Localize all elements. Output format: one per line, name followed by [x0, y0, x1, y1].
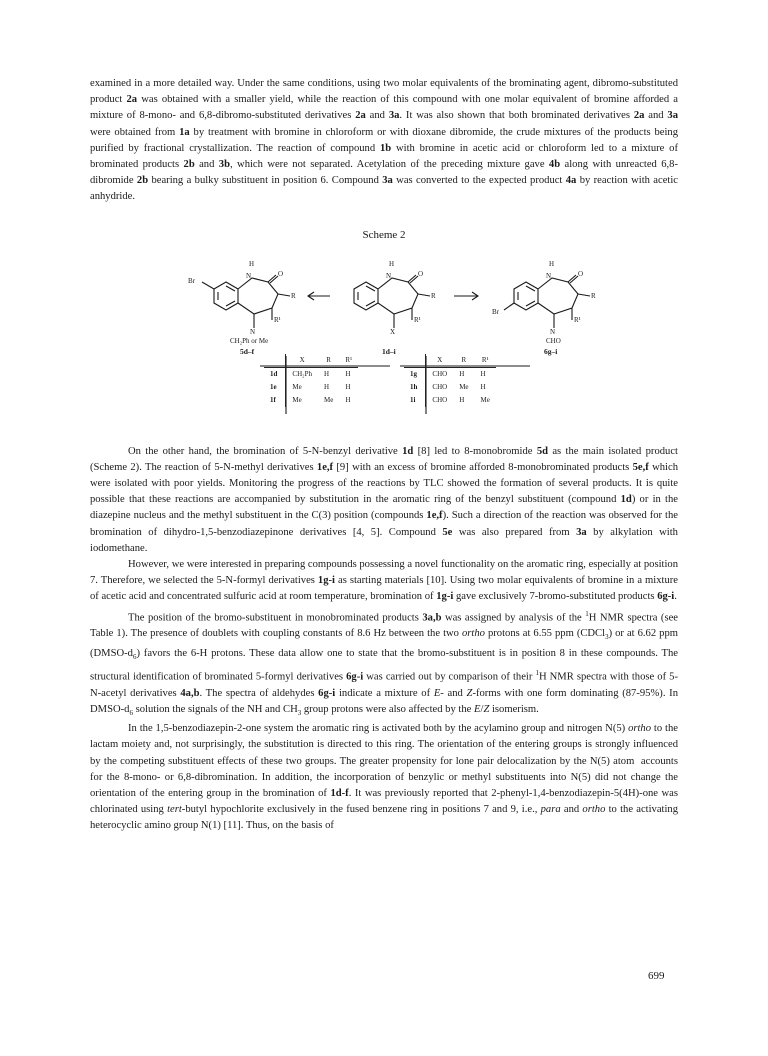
paragraph-1: examined in a more detailed way. Under the same conditions, using two molar equivalents of the brominating agent, dibromo-substituted product 2a was obtained with a smaller yield, while the reaction of this compound with one molar equivalent of bromine afforded a mixture of 8-mono- and 6,8-dibromo-substituted derivatives 2a and 3a. It was also shown that both brominated derivatives 2a and 3a were obtained from 1a by treatment with bromine in chloroform or with dioxane dibromide, the crude mixtures of the products being purified by fractional crystallization. The reaction of compound 1b with bromine in acetic acid or chloroform led to a mixture of brominated products 2b and 3b, which were not separated. Acetylation of the preceding mixture gave 4b along with unreacted 6,8-dibromide 2b bearing a bulky substituent in position 6. Compound 3a was converted to the expected product 4a by reaction with acetic anhydride. [90, 78, 679, 203]
page-number: 699 [648, 970, 665, 982]
atom-o-middle: O [418, 269, 424, 278]
paragraph-4: The position of the bromo-substituent in monobrominated products 3a,b was assigned by analysis of the $^1$H NMR spectra (see Table 1). The presence of doublets with coupling constants of 8.6 Hz between the two ortho protons at 6.55 ppm (CDCl$_3$) or at 6.62 ppm $(DMSO-d_6)$ favors the 6-H protons. These data allow one to state that the bromo-substituent is in position 8 in these compounds. The structural identification of brominated 5-formyl derivatives 6g-i was carried out by comparison of their $^1$H NMR spectra with those of 5-N-acetyl derivatives 4a,b. The spectra of aldehydes 6g-i indicate a mixture of E- and Z-forms with one form dominating (87-95%). In DMSO-$d_6$ solution the signals of the NH and $CH_3$ group protons were also affected by the E/Z isomerism. [90, 609, 679, 718]
scheme-title: Scheme 2 [362, 228, 406, 241]
compound-label-middle: 1d–i [382, 346, 396, 356]
atom-h-middle: H [389, 259, 395, 268]
atom-r-left: R [291, 291, 296, 300]
atom-n-middle-top: N [386, 271, 392, 280]
compound-label-left: 5d–f [240, 346, 255, 356]
header-r1: R¹ [339, 354, 358, 368]
atom-n-right-bottom: N [550, 327, 556, 336]
atom-br-left: Br [188, 276, 195, 285]
compound-label-right: 6g–i [544, 346, 558, 356]
table-row: 1h CHO Me H [404, 381, 496, 394]
header-r: R [318, 354, 339, 368]
page-content [90, 76, 678, 835]
atom-r1-left: R¹ [274, 315, 281, 324]
atom-o-right: O [578, 269, 584, 278]
atom-x-middle: X [390, 327, 396, 336]
atom-n-right-top: N [546, 271, 552, 280]
atom-r-right: R [591, 291, 596, 300]
table-row: 1d CH₂Ph H H [264, 367, 358, 381]
header-r1: R¹ [475, 354, 496, 368]
paragraph-5: In the 1,5-benzodiazepin-2-one system the aromatic ring is activated both by the acylamino group and nitrogen N(5) ortho to the lactam moiety and, not surprisingly, the substitution is directed to this ring. The orientation of the entering groups is strongly influenced by the competing substituent effects of these two groups. The greater propensity for lone pair delocalization by the N(5) atom accounts for the 8-mono- or 6,8-dibromination. In addition, the incorporation of benzylic or methyl substituents into N(5) did not change the orientation of the entering group in the bromination of 1d-f. It was previously reported that 2-phenyl-1,4-benzodiazepin-5(4H)-one was chlorinated using tert-butyl hypochlorite exclusively in the fused benzene ring in positions 7 and 9, i.e., para and ortho to the activating heterocyclic amino group N(1) [11]. Thus, on the basis of [90, 723, 679, 832]
right-substituent: CHO [546, 336, 561, 345]
scheme-2 [90, 248, 678, 444]
atom-n-left-bottom: N [250, 327, 256, 336]
atom-n-left-top: N [246, 271, 252, 280]
substituent-table-right [404, 354, 496, 407]
table-row: 1g CHO H H [404, 367, 496, 381]
header-r: R [453, 354, 474, 368]
atom-r1-middle: R¹ [414, 315, 421, 324]
atom-o-left: O [278, 269, 284, 278]
header-x: X [426, 354, 453, 368]
atom-r-middle: R [431, 291, 436, 300]
table-row: 1f Me Me H [264, 394, 358, 407]
scheme-structures [90, 248, 678, 444]
table-row: 1i CHO H Me [404, 394, 496, 407]
paragraph-2: On the other hand, the bromination of 5-N-benzyl derivative 1d [8] led to 8-monobromide 5d as the main isolated product (Scheme 2). The reaction of 5-N-methyl derivatives 1e,f [9] with an excess of bromine afforded 8-monobrominated products 5e,f which were isolated with poor yields. Monitoring the progress of the reactions by TLC showed the formation of several products. It is quite possible that these reactions are accompanied by substitution in the aromatic ring of the benzyl substituent (compound 1d) or in the diazepine nucleus and the methyl substituent in the C(3) position (compounds 1e,f). Such a direction of the reaction was observed for the bromination of dihydro-1,5-benzodiazepinone derivatives [4, 5]. Compound 5e was also prepared from 3a by alkylation with iodomethane. [90, 445, 678, 554]
atom-h-right: H [549, 259, 555, 268]
atom-r1-right: R¹ [574, 315, 581, 324]
atom-br-right: Br [492, 307, 499, 316]
paragraph-3: However, we were interested in preparing compounds possessing a novel functionality on the aromatic ring, especially at position 7. Therefore, we selected the 5-N-formyl derivatives 1g-i as starting materials [10]. Using two molar equivalents of bromine in a mixture of acetic acid and concentrated sulfuric acid at room temperature, bromination of 1g-i gave exclusively 7-bromo-substituted products 6g-i. [90, 559, 679, 603]
table-row: 1e Me H H [264, 381, 358, 394]
atom-h-left: H [249, 259, 255, 268]
header-x: X [286, 354, 318, 368]
substituent-table-left [264, 354, 358, 407]
left-substituent: CH₂Ph or Me [230, 336, 269, 345]
